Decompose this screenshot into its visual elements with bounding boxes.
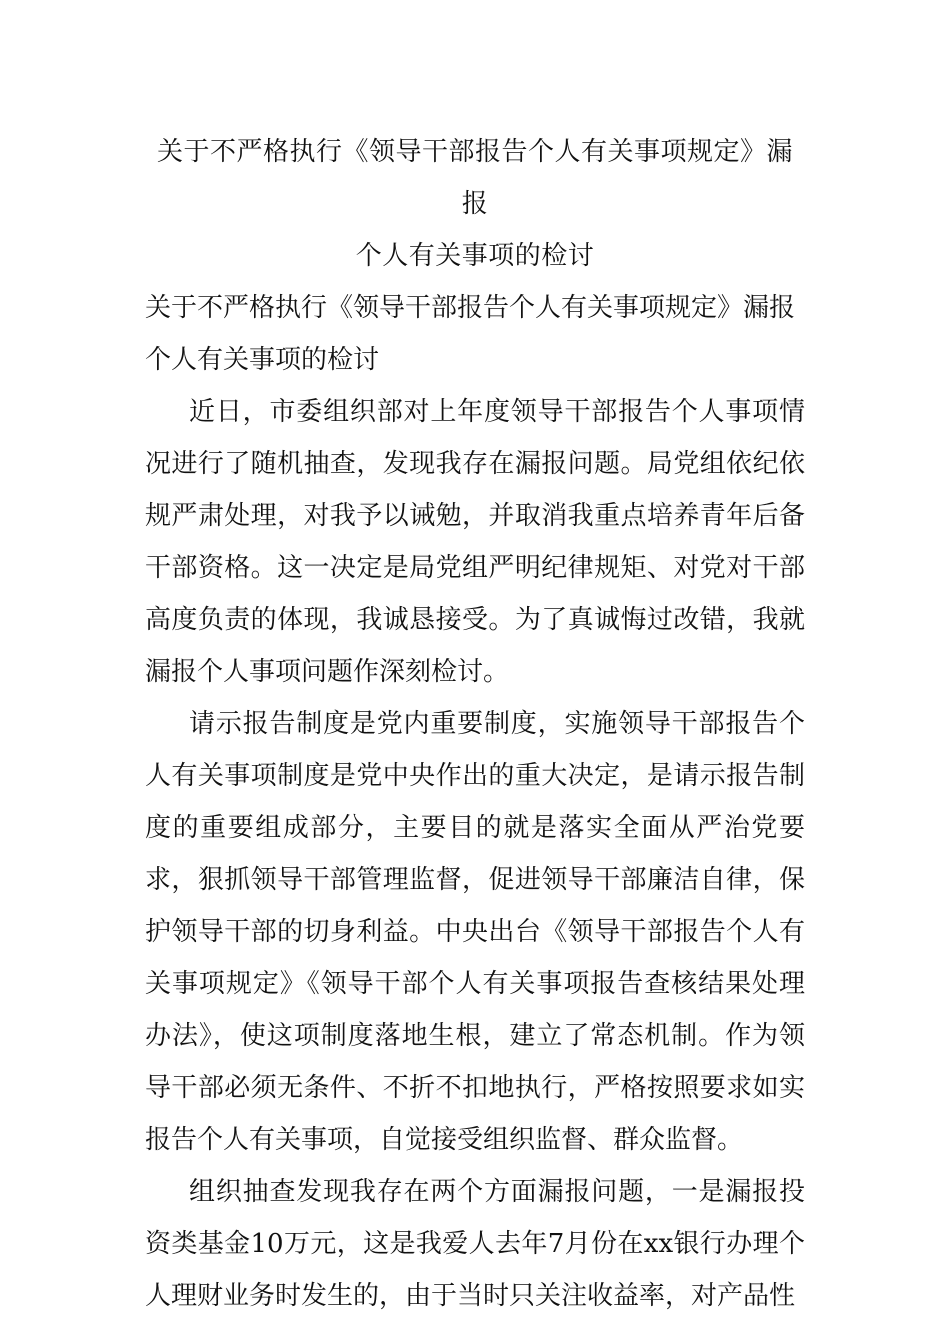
paragraph-1: 近日，市委组织部对上年度领导干部报告个人事项情况进行了随机抽查，发现我存在漏报问题。局党组依纪依规严肃处理，对我予以诫勉，并取消我重点培养青年后备干部资格。这一决定是局党组严明纪律规矩、对党对干部高度负责的体现，我诚恳接受。为了真诚悔过改错，我就漏报个人事项问题作深刻检讨。: [145, 397, 805, 687]
document-title: [145, 126, 805, 282]
document-subheading: [145, 282, 805, 386]
subheading-line-2: 个人有关事项的检讨: [145, 345, 380, 375]
paragraph-3: 组织抽查发现我存在两个方面漏报问题，一是漏报投资类基金10万元，这是我爱人去年7月份在xx银行办理个人理财业务时发生的，由于当时只关注收益率，对产品性: [145, 1177, 805, 1311]
title-line-2: 个人有关事项的检讨: [355, 241, 595, 271]
paragraph-2: 请示报告制度是党内重要制度，实施领导干部报告个人有关事项制度是党中央作出的重大决定，是请示报告制度的重要组成部分，主要目的就是落实全面从严治党要求，狠抓领导干部管理监督，促进领导干部廉洁自律，保护领导干部的切身利益。中央出台《领导干部报告个人有关事项规定》《领导干部个人有关事项报告查核结果处理办法》，使这项制度落地生根，建立了常态机制。作为领导干部必须无条件、不折不扣地执行，严格按照要求如实报告个人有关事项，自觉接受组织监督、群众监督。: [145, 709, 805, 1155]
subheading-line-1: 关于不严格执行《领导干部报告个人有关事项规定》漏报: [145, 293, 796, 323]
title-line-1: 关于不严格执行《领导干部报告个人有关事项规定》漏报: [156, 137, 793, 219]
document-page: [145, 126, 805, 1322]
